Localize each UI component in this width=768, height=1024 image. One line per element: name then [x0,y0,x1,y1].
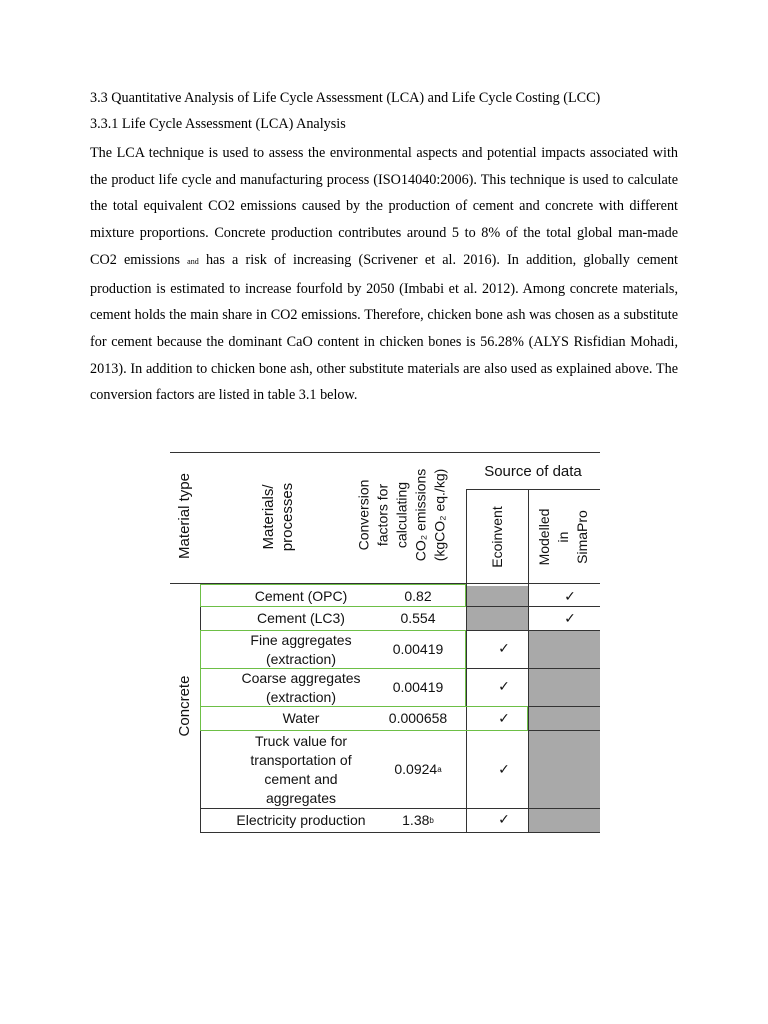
header-materials: Materials/ processes [260,482,296,552]
ecoinvent-divider [466,489,467,833]
footnote-marker: a [437,765,442,774]
header-material-type: Material type [176,473,193,559]
table-bottom-rule [200,832,600,833]
shade-ecoinvent-opc [466,586,528,606]
source-header-rule [466,489,600,490]
check-simapro-lc3: ✓ [564,610,576,626]
row-material: Water [282,710,320,726]
header-source-of-data: Source of data [484,463,582,480]
row-factor: 0.82 [404,587,432,604]
shade-ecoinvent-lc3 [466,606,528,630]
shade-simapro-rows [528,630,600,832]
row-factor: 0.554 [400,610,436,626]
footnote-marker: b [429,816,434,825]
check-ecoinvent: ✓ [498,710,510,726]
paragraph-text-end: has a risk of increasing (Scrivener et al. 2016). In addition, globally cement production is estimated to increase fourfold by 2050 (Imbabi et al. 2012). Among concrete materials, cement holds the main share in CO2 emissions. Therefore, chicken bone ash was chosen as a substitute for cement because the dominant CaO content in chicken bones is 56.28% (ALYS Risfidian Mohadi, 2013). In addition to chicken bone ash, other substitute materials are also used as explained above. The conversion factors are listed in table 3.1 below. [90,251,678,404]
row-factor: 0.00419 [392,679,444,695]
section-heading: 3.3 Quantitative Analysis of Life Cycle Assessment (LCA) and Life Cycle Costing (LCC) [90,90,601,106]
header-ecoinvent: Ecoinvent [489,506,505,568]
check-ecoinvent: ✓ [498,811,510,827]
conversion-factors-table [170,452,600,836]
group-label-concrete: Concrete [176,675,193,737]
row-material: Truck value for transportation of cement and aggregates [250,732,352,806]
row-material: Cement (LC3) [257,610,345,626]
row-factor: 0.00419 [392,641,444,657]
row-factor: 1.38 b [402,812,434,828]
paragraph-small-word: and [187,256,199,266]
paragraph-text-start: The LCA technique is used to assess the environmental aspects and potential impacts associated with the product life cycle and manufacturing process (ISO14040:2006). This technique is used to calculate the total equivalent CO2 emissions caused by the production of cement and concrete with different mixture proportions. Concrete production contributes around 5 to 8% of the total global man-made CO2 emissions [90,145,678,268]
check-ecoinvent: ✓ [498,678,510,694]
subsection-heading: 3.3.1 Life Cycle Assessment (LCA) Analysis [90,116,346,132]
body-paragraph [90,140,678,409]
simapro-divider [528,489,529,833]
row-factor: 0.000658 [388,710,448,726]
header-conversion-factors: Conversion factors for calculating CO₂ emissions (kgCO₂ eq./kg) [355,468,448,562]
check-ecoinvent: ✓ [498,640,510,656]
check-ecoinvent: ✓ [498,761,510,777]
row-factor: 0.0924 a [394,761,442,777]
row-material: Electricity production [236,812,366,828]
document-page [90,88,678,409]
header-modelled-simapro: Modelled in SimaPro [536,508,590,566]
row-material: Fine aggregates (extraction) [250,631,352,667]
row-material: Cement (OPC) [254,587,348,604]
check-simapro-opc: ✓ [564,588,576,604]
row-material: Coarse aggregates (extraction) [241,669,361,705]
